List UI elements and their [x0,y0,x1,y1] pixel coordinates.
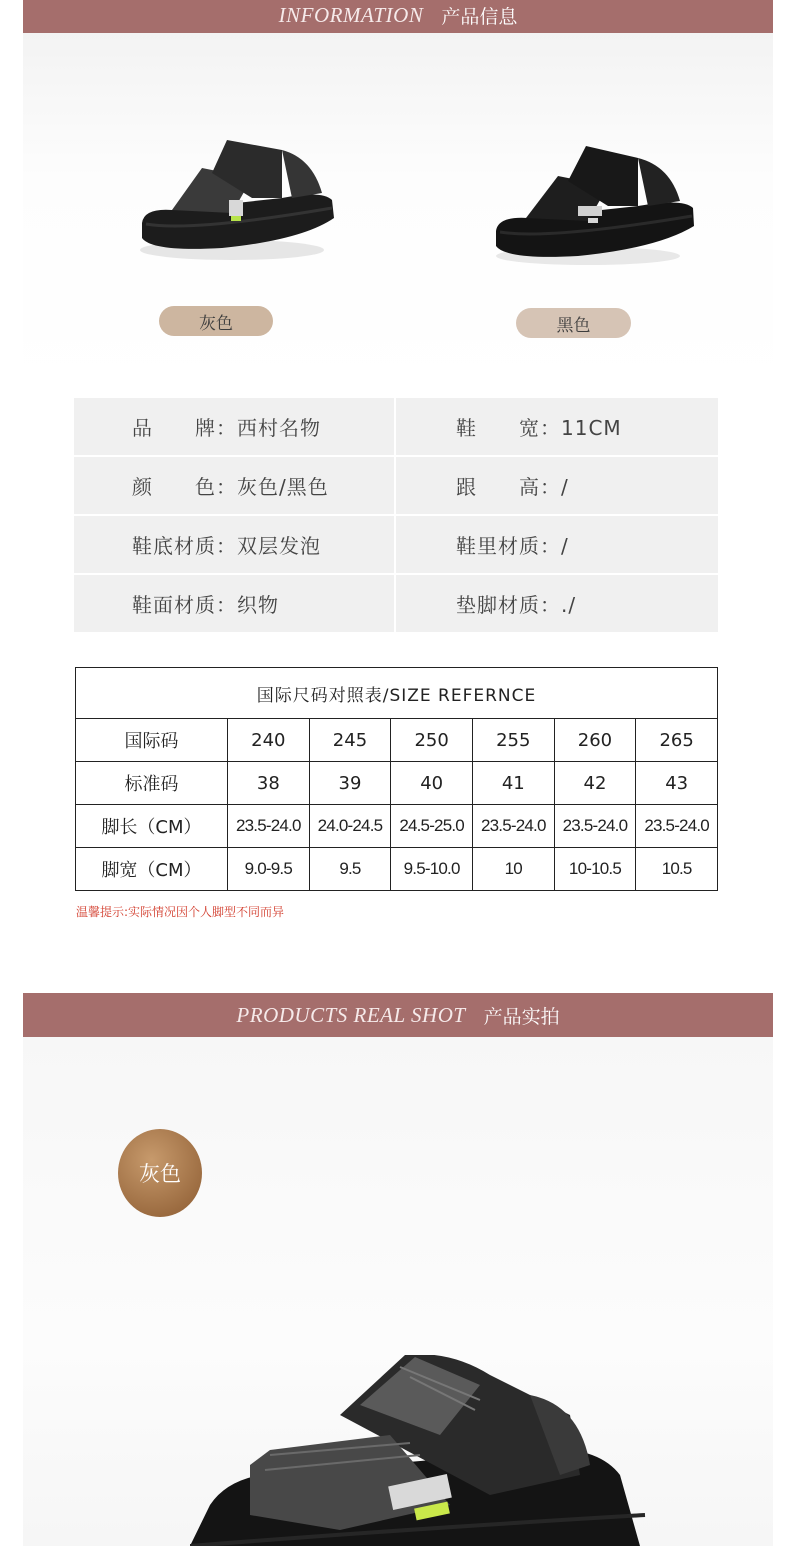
color-option-label: 灰色 [199,313,233,334]
banner-title-en: INFORMATION [278,2,424,27]
table-cell: 10-10.5 [554,848,636,891]
size-table-title: 国际尺码对照表/SIZE REFERNCE [76,668,718,719]
row-label: 脚宽（CM） [76,848,228,891]
sandal-closeup-image [190,1355,650,1546]
row-label: 标准码 [76,762,228,805]
table-cell: 38 [228,762,310,805]
spec-width: 鞋 宽：11CM [396,398,718,455]
table-cell: 240 [228,719,310,762]
table-cell: 245 [309,719,391,762]
table-cell: 265 [636,719,718,762]
banner-title-cn: 产品实拍 [483,1005,560,1028]
swatch-label: 灰色 [139,1162,181,1186]
table-cell: 255 [472,719,554,762]
table-cell: 10.5 [636,848,718,891]
color-option-label: 黑色 [556,315,591,336]
spec-insole-material: 垫脚材质：./ [396,575,718,632]
table-cell: 40 [391,762,473,805]
table-cell: 23.5-24.0 [472,805,554,848]
spec-row [74,575,718,632]
table-cell: 23.5-24.0 [636,805,718,848]
table-cell: 39 [309,762,391,805]
banner-title-cn: 产品信息 [441,5,518,28]
size-tip-note: 温馨提示:实际情况因个人脚型不同而异 [76,905,285,919]
banner-title-en: PRODUCTS REAL SHOT [236,1002,466,1027]
table-cell: 41 [472,762,554,805]
grey-sandal-image [132,128,342,268]
table-cell: 24.0-24.5 [309,805,391,848]
table-cell: 24.5-25.0 [391,805,473,848]
table-cell: 10 [472,848,554,891]
spec-heel-height: 跟 高：/ [396,457,718,514]
spec-upper-material: 鞋面材质：织物 [74,575,394,632]
table-cell: 250 [391,719,473,762]
product-spec-table [74,398,718,634]
color-option-grey[interactable] [159,306,273,336]
table-cell: 9.5 [309,848,391,891]
black-sandal-image [488,136,698,271]
table-row [76,805,718,848]
table-row [76,719,718,762]
color-option-black[interactable] [516,308,631,338]
table-cell: 23.5-24.0 [554,805,636,848]
information-banner [23,0,773,33]
row-label: 国际码 [76,719,228,762]
spec-row [74,516,718,573]
table-cell: 23.5-24.0 [228,805,310,848]
spec-lining-material: 鞋里材质：/ [396,516,718,573]
table-cell: 260 [554,719,636,762]
spec-row [74,398,718,455]
row-label: 脚长（CM） [76,805,228,848]
size-reference-table [75,667,718,891]
spec-color: 颜 色：灰色/黑色 [74,457,394,514]
table-row [76,762,718,805]
spec-sole-material: 鞋底材质：双层发泡 [74,516,394,573]
real-shot-banner [23,993,773,1037]
table-cell: 9.5-10.0 [391,848,473,891]
spec-brand: 品 牌：西村名物 [74,398,394,455]
table-cell: 9.0-9.5 [228,848,310,891]
table-row [76,848,718,891]
table-cell: 42 [554,762,636,805]
table-cell: 43 [636,762,718,805]
color-swatch-badge [118,1129,202,1217]
spec-row [74,457,718,514]
